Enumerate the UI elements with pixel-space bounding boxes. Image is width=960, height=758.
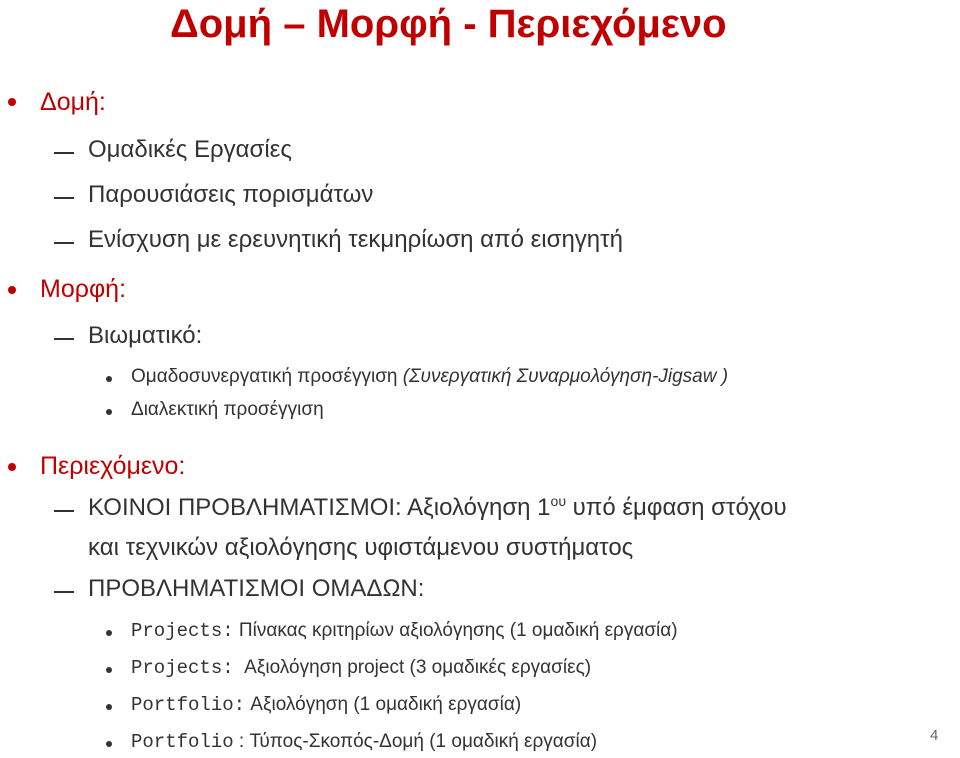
page-number: 4 [930,727,939,744]
bullet-icon [8,286,16,294]
dash-icon [54,338,74,340]
group-item [131,694,521,716]
bullet-icon [106,741,112,747]
bullet-icon [8,463,16,471]
structure-item: Ενίσχυση με ερευνητική τεκμηρίωση από εισηγητή [88,226,623,253]
dash-icon [54,591,74,593]
dash-icon [54,197,74,199]
group-heading: ΠΡΟΒΛΗΜΑΤΙΣΜΟΙ ΟΜΑΔΩΝ: [88,575,425,602]
group-item-prefix: Portfolio: [131,694,246,716]
form-subheading: Βιωματικό: [88,322,203,349]
group-item-rest: : Τύπος-Σκοπός-Δομή (1 ομαδική εργασία) [233,731,598,752]
bullet-icon [106,409,112,415]
form-item [131,366,728,388]
content-heading: Περιεχόμενο: [40,452,186,480]
dash-icon [54,152,74,154]
group-item-rest: Πίνακας κριτηρίων αξιολόγησης (1 ομαδική εργασία) [233,620,678,641]
bullet-icon [106,376,112,382]
group-item [131,731,597,753]
bullet-icon [106,630,112,636]
group-item [131,657,591,679]
structure-item: Ομαδικές Εργασίες [88,136,292,163]
bullet-icon [106,667,112,673]
bullet-icon [8,98,16,106]
group-item-prefix: Projects: [131,657,234,679]
common-line-1a: ΚΟΙΝΟΙ ΠΡΟΒΛΗΜΑΤΙΣΜΟΙ: Αξιολόγηση 1 [88,494,551,521]
common-line-2: και τεχνικών αξιολόγησης υφιστάμενου συστήματος [88,534,634,561]
form-item-text: Ομαδοσυνεργατική προσέγγιση [131,366,403,387]
group-item-rest: Αξιολόγηση project (3 ομαδικές εργασίες) [233,657,592,678]
common-line-1 [88,494,787,522]
structure-heading: Δομή: [40,88,106,116]
dash-icon [54,510,74,512]
group-item-prefix: Projects: [131,620,234,642]
structure-item: Παρουσιάσεις πορισμάτων [88,181,374,208]
slide-title: Δομή – Μορφή - Περιεχόμενο [170,2,727,46]
common-line-1b: υπό έμφαση στόχου [565,494,787,521]
form-item: Διαλεκτική προσέγγιση [131,399,324,420]
group-item [131,620,678,642]
group-item-rest: Αξιολόγηση (1 ομαδική εργασία) [245,694,522,715]
bullet-icon [106,704,112,710]
form-heading: Μορφή: [40,275,127,303]
dash-icon [54,242,74,244]
common-line-1-sup: ου [550,493,566,509]
group-item-prefix: Portfolio [131,731,234,753]
form-item-italic: (Συνεργατική Συναρμολόγηση-Jigsaw ) [402,366,729,387]
